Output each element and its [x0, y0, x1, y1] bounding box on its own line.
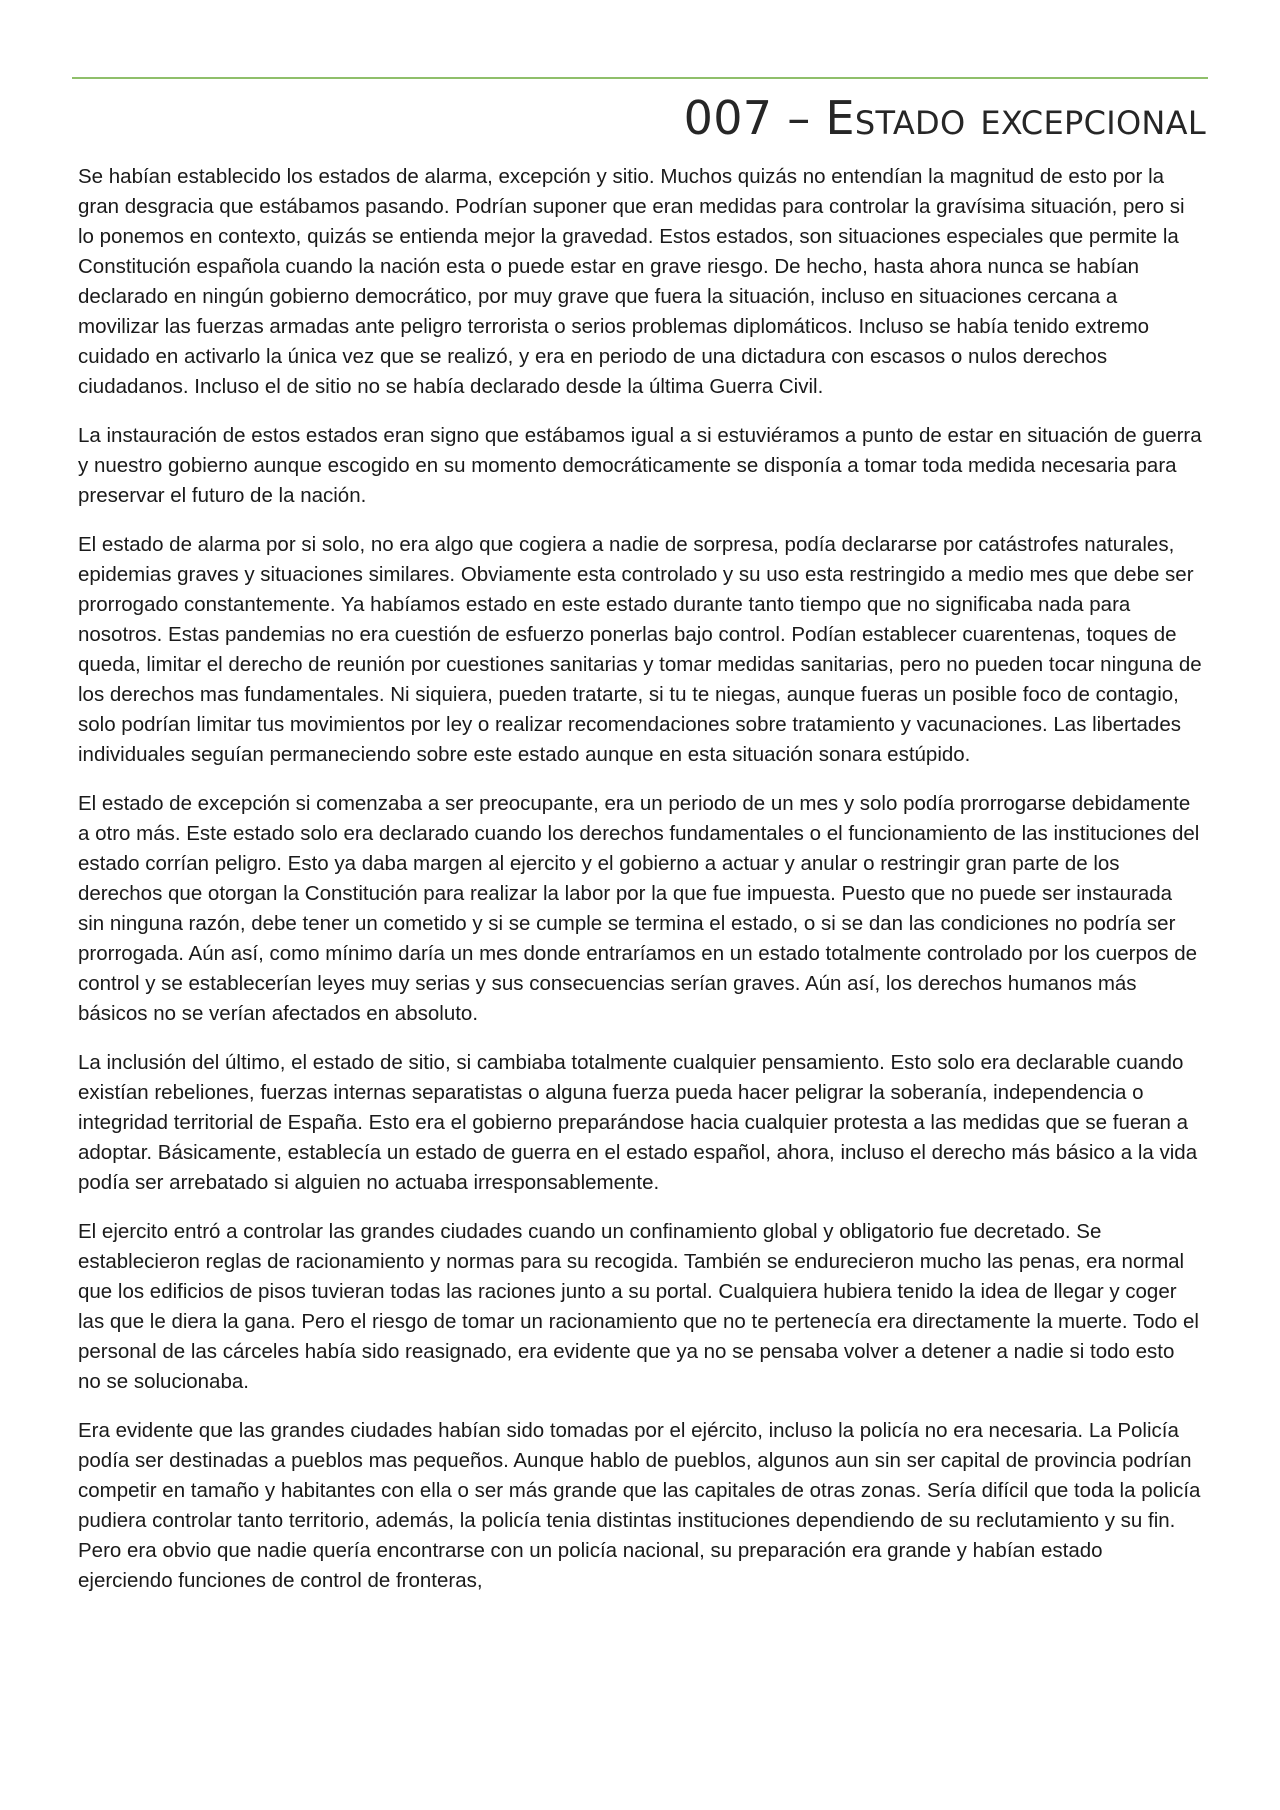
paragraph: El ejercito entró a controlar las grandes ciudades cuando un confinamiento global y obligatorio fue decretado. Se establecieron reglas de racionamiento y normas para su recogida. También se endurecieron mucho las penas, era normal que los edificios de pisos tuvieran todas las raciones junto a su portal. Cualquiera hubiera tenido la idea de llegar y coger las que le diera la gana. Pero el riesgo de tomar un racionamiento que no te pertenecía era directamente la muerte. Todo el personal de las cárceles había sido reasignado, era evidente que ya no se pensaba volver a detener a nadie si todo esto no se solucionaba.: [78, 1220, 1199, 1393]
chapter-number: 007 –: [683, 91, 826, 145]
paragraph: El estado de excepción si comenzaba a ser preocupante, era un periodo de un mes y solo podía prorrogarse debidamente a otro más. Este estado solo era declarado cuando los derechos fundamentales o el funcionamiento de las instituciones del estado corrían peligro. Esto ya daba margen al ejercito y el gobierno a actuar y anular o restringir gran parte de los derechos que otorgan la Constitución para realizar la labor por la que fue impuesta. Puesto que no puede ser instaurada sin ninguna razón, debe tener un cometido y si se cumple se termina el estado, o si se dan las condiciones no podría ser prorrogada. Aún así, como mínimo daría un mes donde entraríamos en un estado totalmente controlado por los cuerpos de control y se establecerían leyes muy serias y sus consecuencias serían graves. Aún así, los derechos humanos más básicos no se verían afectados en absoluto.: [78, 792, 1200, 1025]
paragraph: El estado de alarma por si solo, no era algo que cogiera a nadie de sorpresa, podía declararse por catástrofes naturales, epidemias graves y situaciones similares. Obviamente esta controlado y su uso esta restringido a medio mes que debe ser prorrogado constantemente. Ya habíamos estado en este estado durante tanto tiempo que no significaba nada para nosotros. Estas pandemias no era cuestión de esfuerzo ponerlas bajo control. Podían establecer cuarentenas, toques de queda, limitar el derecho de reunión por cuestiones sanitarias y tomar medidas sanitarias, pero no pueden tocar ninguna de los derechos mas fundamentales. Ni siquiera, pueden tratarte, si tu te niegas, aunque fueras un posible foco de contagio, solo podrían limitar tus movimientos por ley o realizar recomendaciones sobre tratamiento y vacunaciones. Las libertades individuales seguían permaneciendo sobre este estado aunque en esta situación sonara estúpido.: [78, 533, 1202, 766]
paragraph: Era evidente que las grandes ciudades habían sido tomadas por el ejército, incluso la policía no era necesaria. La Policía podía ser destinadas a pueblos mas pequeños. Aunque hablo de pueblos, algunos aun sin ser capital de provincia podrían competir en tamaño y habitantes con ella o ser más grande que las capitales de otras zonas. Sería difícil que toda la policía pudiera controlar tanto territorio, además, la policía tenia distintas instituciones dependiendo de su reclutamiento y su fin. Pero era obvio que nadie quería encontrarse con un policía nacional, su preparación era grande y habían estado ejerciendo funciones de control de fronteras,: [78, 1419, 1201, 1592]
paragraph: La instauración de estos estados eran signo que estábamos igual a si estuviéramos a punto de estar en situación de guerra y nuestro gobierno aunque escogido en su momento democráticamente se disponía a tomar toda medida necesaria para preservar el futuro de la nación.: [78, 424, 1202, 507]
paragraph: Se habían establecido los estados de alarma, excepción y sitio. Muchos quizás no entendían la magnitud de esto por la gran desgracia que estábamos pasando. Podrían suponer que eran medidas para controlar la gravísima situación, pero si lo ponemos en contexto, quizás se entienda mejor la gravedad. Estos estados, son situaciones especiales que permite la Constitución española cuando la nación esta o puede estar en grave riesgo. De hecho, hasta ahora nunca se habían declarado en ningún gobierno democrático, por muy grave que fuera la situación, incluso en situaciones cercana a movilizar las fuerzas armadas ante peligro terrorista o serios problemas diplomáticos. Incluso se había tenido extremo cuidado en activarlo la única vez que se realizó, y era en periodo de una dictadura con escasos o nulos derechos ciudadanos. Incluso el de sitio no se había declarado desde la última Guerra Civil.: [78, 165, 1185, 398]
chapter-title-text: Estado excepcional: [825, 91, 1206, 145]
header-rule: [72, 77, 1208, 79]
chapter-title: [684, 90, 1206, 146]
paragraph: La inclusión del último, el estado de sitio, si cambiaba totalmente cualquier pensamiento. Esto solo era declarable cuando existían rebeliones, fuerzas internas separatistas o alguna fuerza pueda hacer peligrar la soberanía, independencia o integridad territorial de España. Esto era el gobierno preparándose hacia cualquier protesta a las medidas que se fueran a adoptar. Básicamente, establecía un estado de guerra en el estado español, ahora, incluso el derecho más básico a la vida podía ser arrebatado si alguien no actuaba irresponsablemente.: [78, 1051, 1198, 1194]
document-body: [78, 162, 1202, 1615]
